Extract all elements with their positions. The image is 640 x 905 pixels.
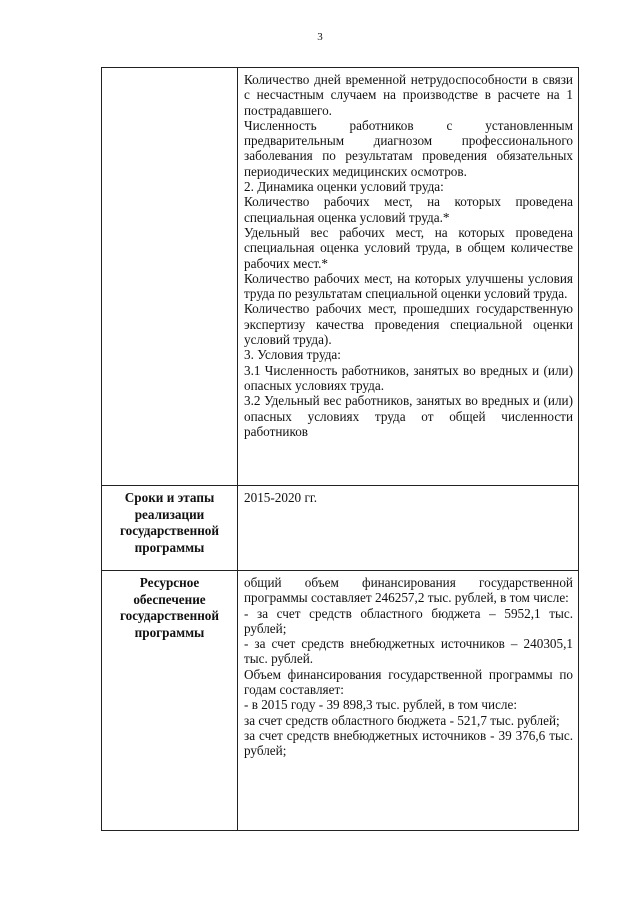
timeline-value: 2015-2020 гг. bbox=[244, 490, 318, 505]
indicator-paragraph: Количество рабочих мест, на которых проведена специальная оценка условий труда.* bbox=[244, 194, 573, 225]
indicator-paragraph: Количество дней временной нетрудоспособности в связи с несчастным случаем на производстве в расчете на 1 пострадавшего. bbox=[244, 72, 573, 118]
row-label-timeline: Сроки и этапы реализации государственной программы bbox=[102, 486, 238, 571]
funding-paragraph: - за счет средств внебюджетных источников – 240305,1 тыс. рублей. bbox=[244, 636, 573, 667]
row-value-funding bbox=[238, 571, 579, 831]
section-heading: 2. Динамика оценки условий труда: bbox=[244, 179, 444, 195]
row-value-timeline bbox=[238, 486, 579, 571]
funding-paragraph: за счет средств областного бюджета - 521,7 тыс. рублей; bbox=[244, 712, 560, 728]
indicator-paragraph: Численность работников с установленным предварительным диагнозом профессионального заболевания по результатам проведения обязательных периодических медицинских осмотров. bbox=[244, 117, 573, 179]
page-number: 3 bbox=[317, 31, 323, 43]
table-row-funding bbox=[102, 571, 579, 831]
program-passport-table bbox=[101, 67, 579, 831]
row-value-indicators bbox=[238, 68, 579, 486]
row-label-empty bbox=[102, 68, 238, 486]
indicator-paragraph: Количество рабочих мест, на которых улучшены условия труда по результатам специальной оценки условий труда. bbox=[244, 270, 573, 302]
row-label-funding: Ресурсное обеспечение государственной программы bbox=[102, 571, 238, 831]
indicator-paragraph: 3.1 Численность работников, занятых во вредных и (или) опасных условиях труда. bbox=[244, 362, 573, 393]
indicator-paragraph: Удельный вес рабочих мест, на которых проведена специальная оценка условий труда, в общем количестве рабочих мест.* bbox=[244, 224, 573, 271]
funding-paragraph: за счет средств внебюджетных источников - 39 376,6 тыс. рублей; bbox=[244, 727, 573, 759]
funding-paragraph: - в 2015 году - 39 898,3 тыс. рублей, в том числе: bbox=[244, 697, 518, 713]
table-row-indicators bbox=[102, 68, 579, 486]
indicator-paragraph: Количество рабочих мест, прошедших государственную экспертизу качества проведения специальной оценки условий труда). bbox=[244, 301, 573, 348]
indicator-paragraph: 3.2 Удельный вес работников, занятых во вредных и (или) опасных условиях труда от общей численности работников bbox=[244, 393, 573, 439]
funding-paragraph: Объем финансирования государственной программы по годам составляет: bbox=[244, 666, 573, 698]
funding-paragraph: общий объем финансирования государственной программы составляет 246257,2 тыс. рублей, в том числе: bbox=[244, 575, 573, 606]
section-heading: 3. Условия труда: bbox=[244, 347, 341, 363]
funding-paragraph: - за счет средств областного бюджета – 5952,1 тыс. рублей; bbox=[244, 605, 573, 636]
table-row-timeline bbox=[102, 486, 579, 571]
